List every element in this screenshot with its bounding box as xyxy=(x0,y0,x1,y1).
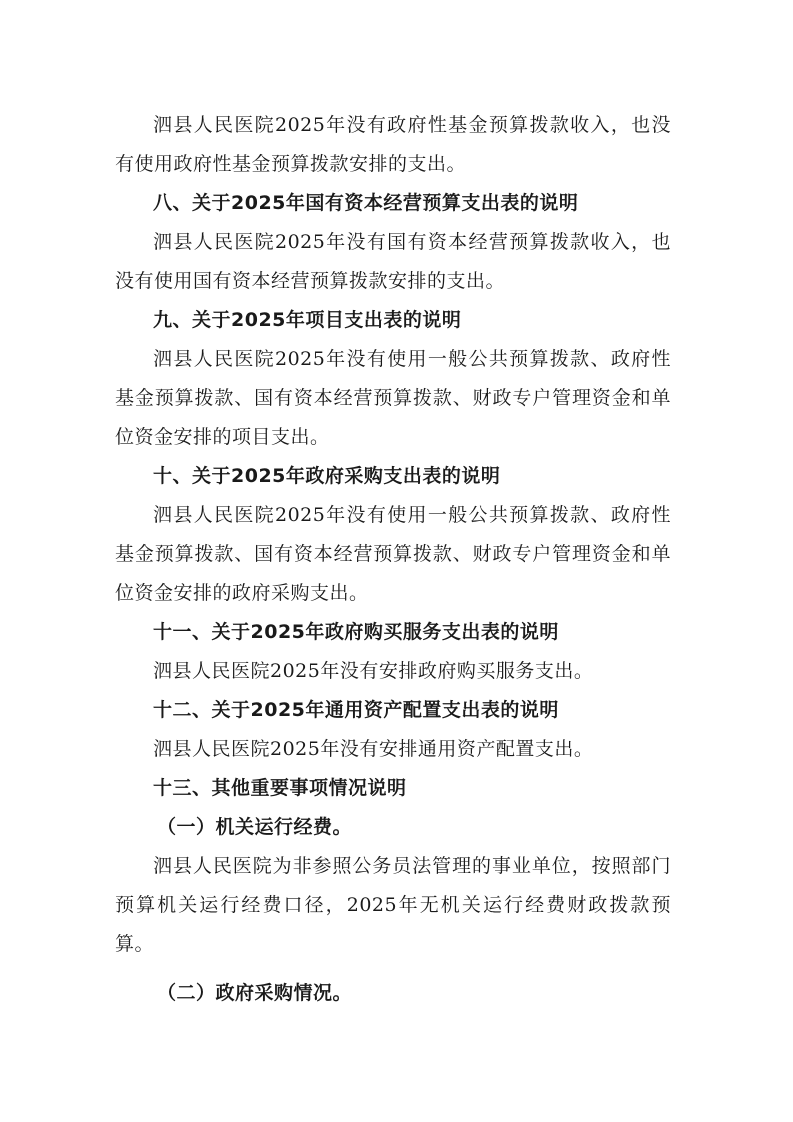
subheading-operating-funds: （一）机关运行经费。 xyxy=(157,816,353,838)
paragraph-government-procurement: 泗县人民医院2025年没有使用一般公共预算拨款、政府性基金预算拨款、国有资本经营预算拨款、财政专户管理资金和单位资金安排的政府采购支出。 xyxy=(115,504,671,604)
heading-section-8: 八、关于2025年国有资本经营预算支出表的说明 xyxy=(153,192,579,214)
paragraph-government-fund: 泗县人民医院2025年没有政府性基金预算拨款收入，也没有使用政府性基金预算拨款安排的支出。 xyxy=(115,114,671,175)
paragraph-project-expenditure: 泗县人民医院2025年没有使用一般公共预算拨款、政府性基金预算拨款、国有资本经营预算拨款、财政专户管理资金和单位资金安排的项目支出。 xyxy=(115,348,671,448)
paragraph-general-assets: 泗县人民医院2025年没有安排通用资产配置支出。 xyxy=(153,738,594,760)
heading-section-12: 十二、关于2025年通用资产配置支出表的说明 xyxy=(153,699,559,721)
paragraph-state-capital: 泗县人民医院2025年没有国有资本经营预算拨款收入，也没有使用国有资本经营预算拨款安排的支出。 xyxy=(115,231,671,292)
spacer xyxy=(115,964,671,974)
paragraph-operating-funds: 泗县人民医院为非参照公务员法管理的事业单位，按照部门预算机关运行经费口径，2025年无机关运行经费财政拨款预算。 xyxy=(115,855,671,955)
heading-section-10: 十、关于2025年政府采购支出表的说明 xyxy=(153,465,501,487)
document-body xyxy=(115,106,671,1013)
subheading-procurement-status: （二）政府采购情况。 xyxy=(157,982,353,1004)
heading-section-9: 九、关于2025年项目支出表的说明 xyxy=(153,309,462,331)
paragraph-purchased-services: 泗县人民医院2025年没有安排政府购买服务支出。 xyxy=(153,660,594,682)
heading-section-11: 十一、关于2025年政府购买服务支出表的说明 xyxy=(153,621,559,643)
heading-section-13: 十三、其他重要事项情况说明 xyxy=(153,777,407,799)
